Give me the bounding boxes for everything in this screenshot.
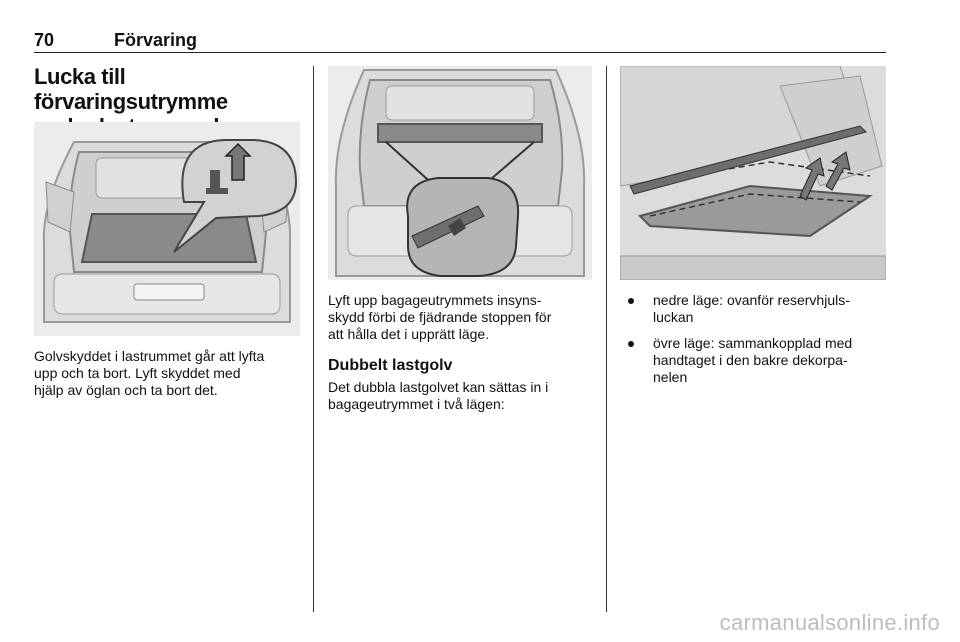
paragraph: Det dubbla lastgolvet kan sättas in i bagageutrymmet i två lägen: (328, 379, 549, 412)
double-load-floor-illustration (620, 66, 886, 280)
column-middle (328, 292, 590, 413)
column-right (620, 292, 886, 395)
page-number: 70 (34, 30, 55, 50)
chapter-title: Förvaring (114, 30, 198, 50)
bullet-icon (628, 341, 634, 347)
column-left-text (34, 348, 300, 399)
bullet-list (620, 292, 886, 386)
subheading: Dubbelt lastgolv (328, 357, 453, 374)
bullet-icon (628, 298, 634, 304)
watermark: carmanualsonline.info (719, 610, 940, 635)
column-divider (313, 66, 314, 612)
column-divider (606, 66, 607, 612)
list-item: övre läge: sammankopplad med handtaget i den bakre dekorpa- nelen (620, 335, 886, 386)
paragraph: Golvskyddet i lastrummet går att lyfta upp och ta bort. Lyft skyddet med hjälp av öglan och ta bort det. (34, 348, 265, 398)
load-cover-illustration (328, 66, 592, 280)
page-header (34, 30, 886, 53)
list-item: nedre läge: ovanför reservhjuls- luckan (620, 292, 886, 326)
trunk-floor-cover-illustration (34, 122, 300, 336)
paragraph: Lyft upp bagageutrymmets insyns- skydd förbi de fjädrande stoppen för att hålla det i upprätt läge. (328, 292, 552, 342)
section-heading: Lucka till förvaringsutrymme (34, 64, 228, 114)
